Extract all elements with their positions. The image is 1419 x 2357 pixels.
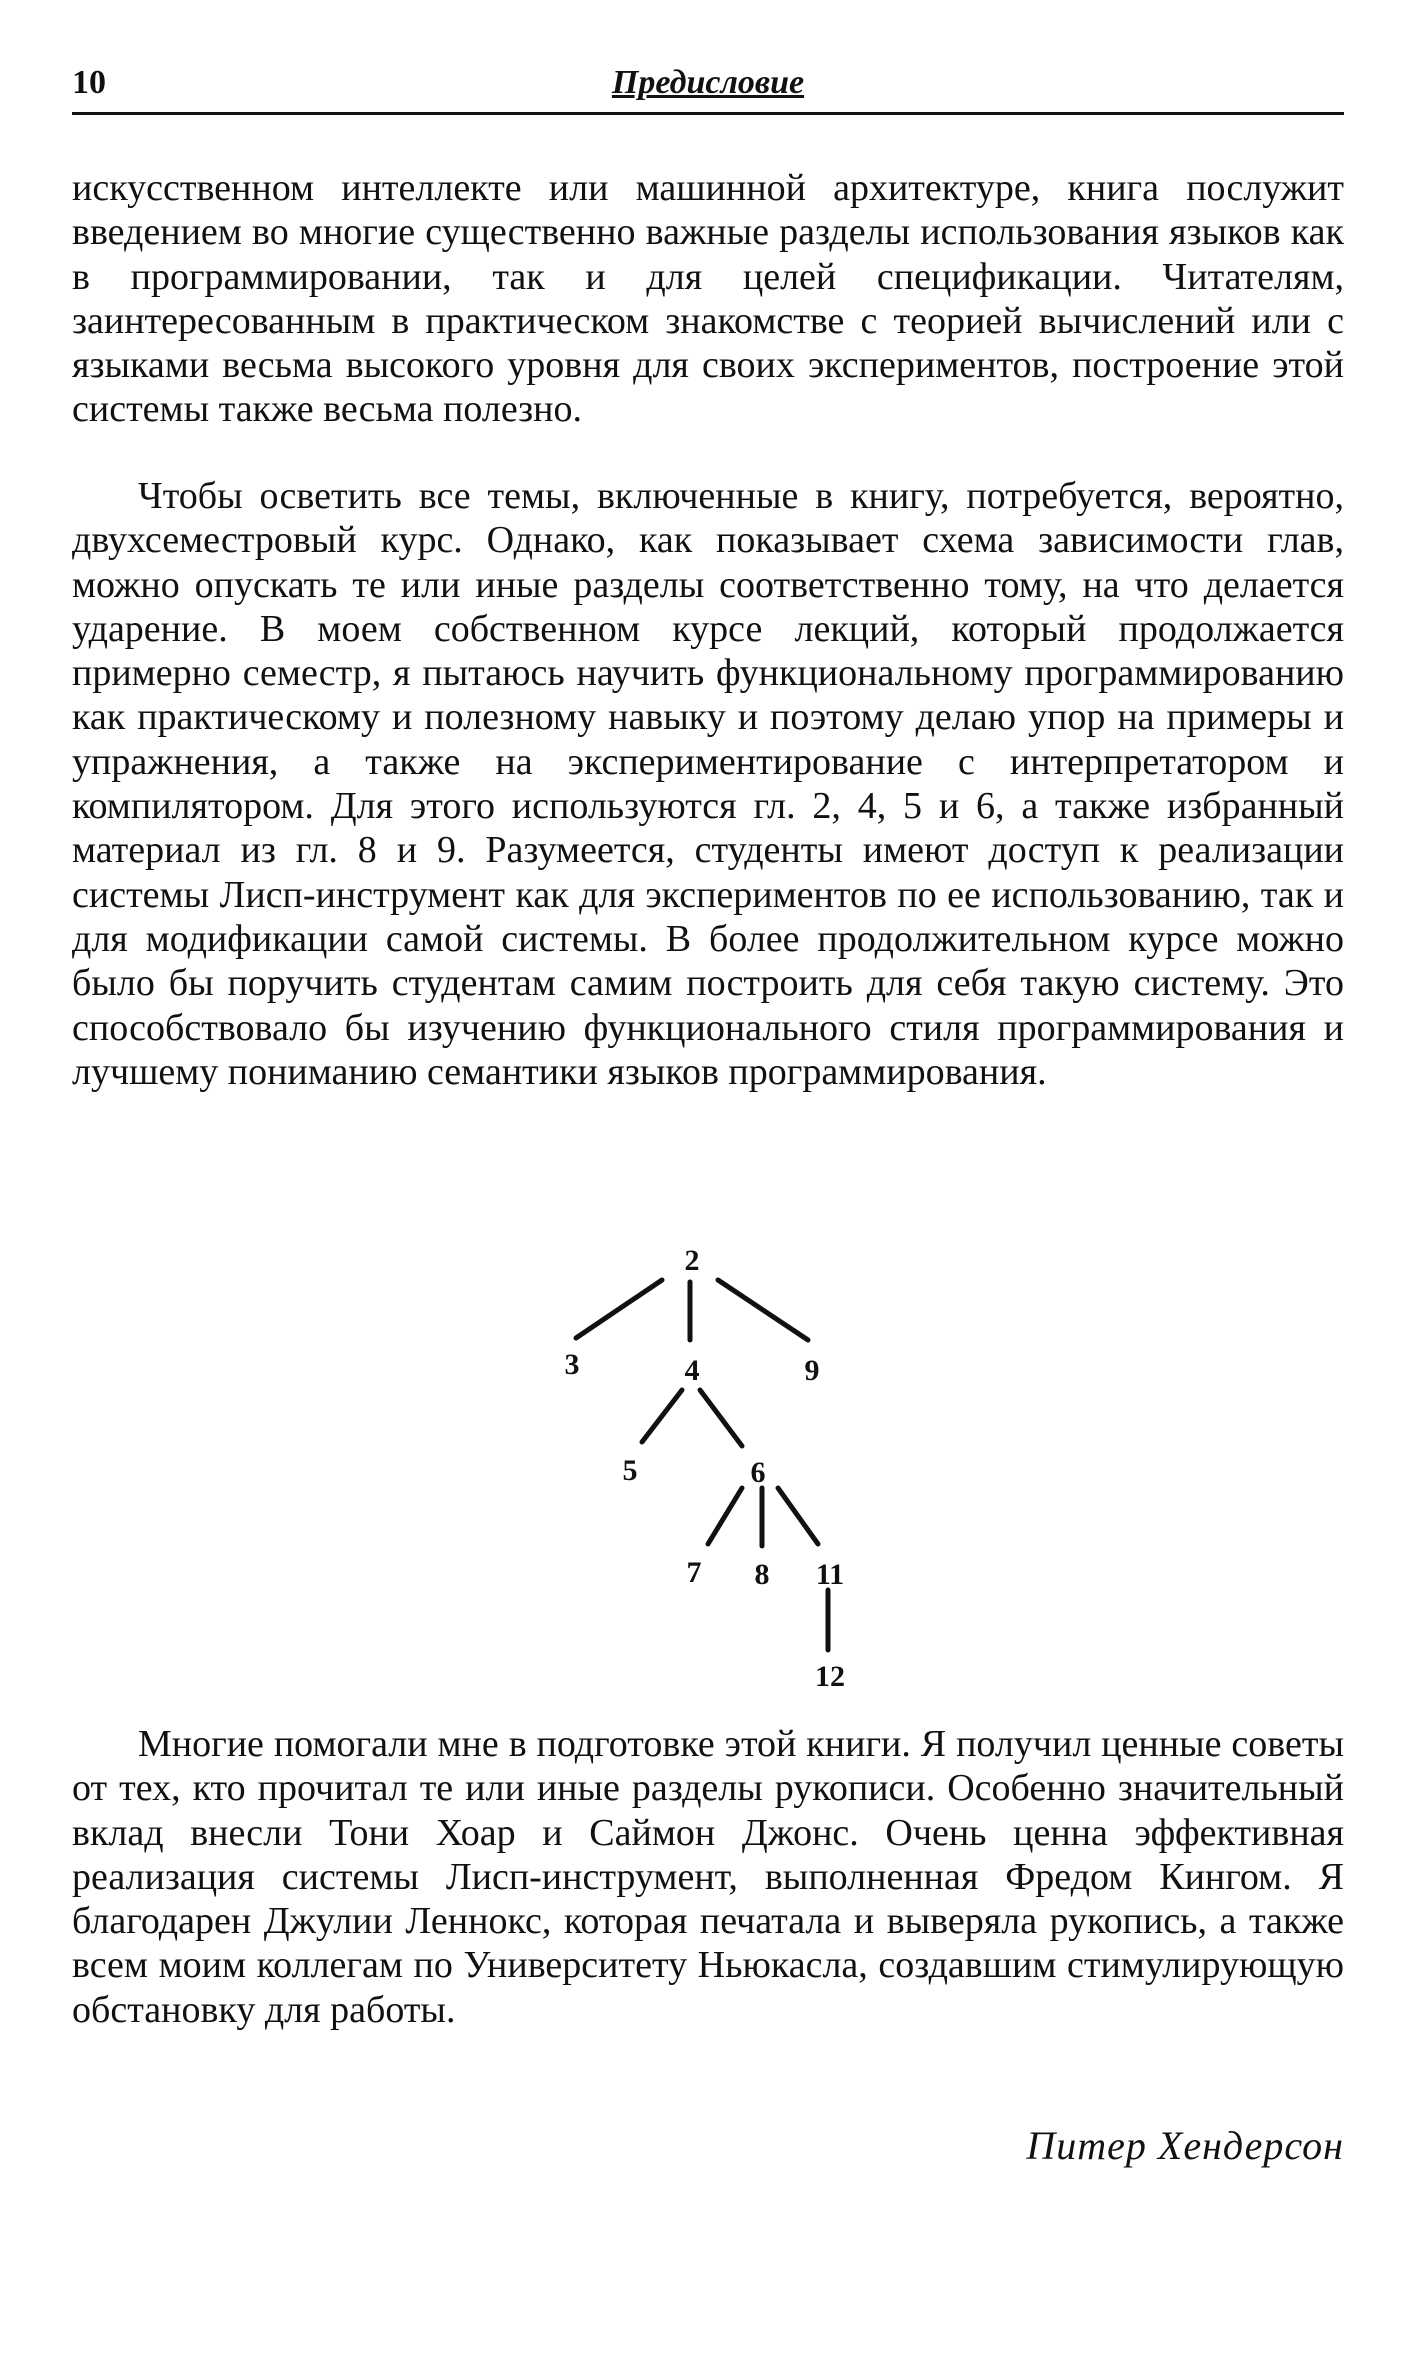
paragraph-1: искусственном интеллекте или машинной архитектуре, книга послужит введением во многие существенно важные разделы использования языков как в программировании, так и для целей спецификации. Читателям, заинтересованным в практическом знакомстве с теорией вычислений или с языками весьма высокого уровня для своих экспериментов, построение этой системы также весьма полезно.: [72, 167, 1344, 431]
node-12: 12: [815, 1660, 845, 1693]
edge-4-6: [700, 1390, 742, 1446]
paragraph-3: Многие помогали мне в подготовке этой книги. Я получил ценные советы от тех, кто прочитал те или иные разделы рукописи. Особенно значительный вклад внесли Тони Хоар и Саймон Джонс. Очень ценна эффективная реализация системы Лисп-инструмент, выполненная Фредом Кингом. Я благодарен Джулии Леннокс, которая печатала и выверяла рукопись, а также всем моим коллегам по Университету Ньюкасла, создавшим стимулирующую обстановку для работы.: [72, 1723, 1344, 2031]
page-header: [72, 64, 1344, 116]
edge-6-7: [708, 1488, 742, 1544]
author-signature: Питер Хендерсон: [1026, 2123, 1344, 2168]
edge-6-11: [778, 1488, 818, 1544]
edge-2-9: [718, 1280, 808, 1340]
edge-2-3: [576, 1280, 662, 1338]
diagram-edges: [576, 1280, 828, 1650]
node-7: 7: [686, 1556, 702, 1589]
header-rule: [72, 112, 1344, 115]
node-4: 4: [684, 1354, 700, 1387]
node-11: 11: [815, 1558, 845, 1591]
node-9: 9: [804, 1354, 820, 1387]
edge-4-5: [642, 1390, 682, 1442]
node-3: 3: [564, 1348, 580, 1381]
node-2: 2: [684, 1244, 700, 1277]
paragraph-2: Чтобы осветить все темы, включенные в книгу, потребуется, вероятно, двухсеместровый курс. Однако, как показывает схема зависимости глав, можно опускать те или иные разделы соответственно тому, на что делается ударение. В моем собственном курсе лекций, который продолжается примерно семестр, я пытаюсь научить функциональному программированию как практическому и полезному навыку и поэтому делаю упор на примеры и упражнения, а также на экспериментирование с интерпретатором и компилятором. Для этого используются гл. 2, 4, 5 и 6, а также избранный материал из гл. 8 и 9. Разумеется, студенты имеют доступ к реализации системы Лисп-инструмент как для экспериментов по ее использованию, так и для модификации самой системы. В более продолжительном курсе можно было бы поручить студентам самим построить для себя такую систему. Это способствовало бы изучению функционального стиля программирования и лучшему пониманию семантики языков программирования.: [72, 475, 1344, 1093]
running-title: Предисловие: [611, 64, 805, 101]
node-8: 8: [754, 1558, 770, 1591]
node-5: 5: [622, 1454, 638, 1487]
diagram-nodes: [565, 1244, 846, 1693]
chapter-dependency-diagram: [540, 1240, 870, 1700]
page-number: 10: [72, 64, 106, 101]
node-6: 6: [750, 1456, 766, 1489]
